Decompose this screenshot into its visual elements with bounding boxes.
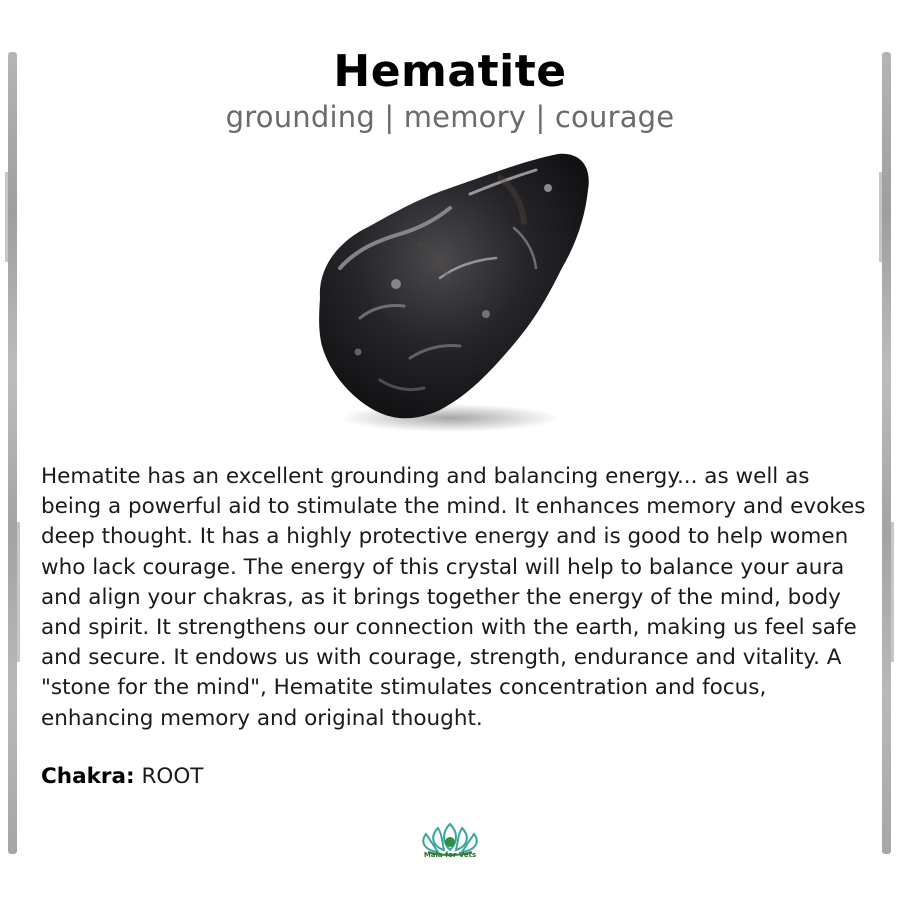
hematite-stone-image	[300, 148, 600, 438]
chakra-line	[41, 764, 203, 789]
chakra-value: ROOT	[141, 764, 204, 789]
right-border	[882, 52, 891, 854]
description-text: Hematite has an excellent grounding and balancing energy... as well as being a powerful aid to stimulate the mind. It enhances memory and evokes deep thought. It has a highly protective energy and is good to help women who lack courage. The energy of this crystal will help to balance your aura and align your chakras, as it brings together the energy of the mind, body and spirit. It strengthens our connection with the earth, making us feel safe and secure. It endows us with courage, strength, endurance and vitality. A "stone for the mind", Hematite stimulates concentration and focus, enhancing memory and original thought.	[41, 464, 866, 731]
left-border	[8, 52, 17, 854]
logo-text: Mala for Vets	[423, 851, 477, 859]
chakra-label: Chakra:	[41, 764, 135, 789]
page-title: Hematite	[333, 46, 567, 97]
page-subtitle: grounding | memory | courage	[225, 100, 675, 134]
